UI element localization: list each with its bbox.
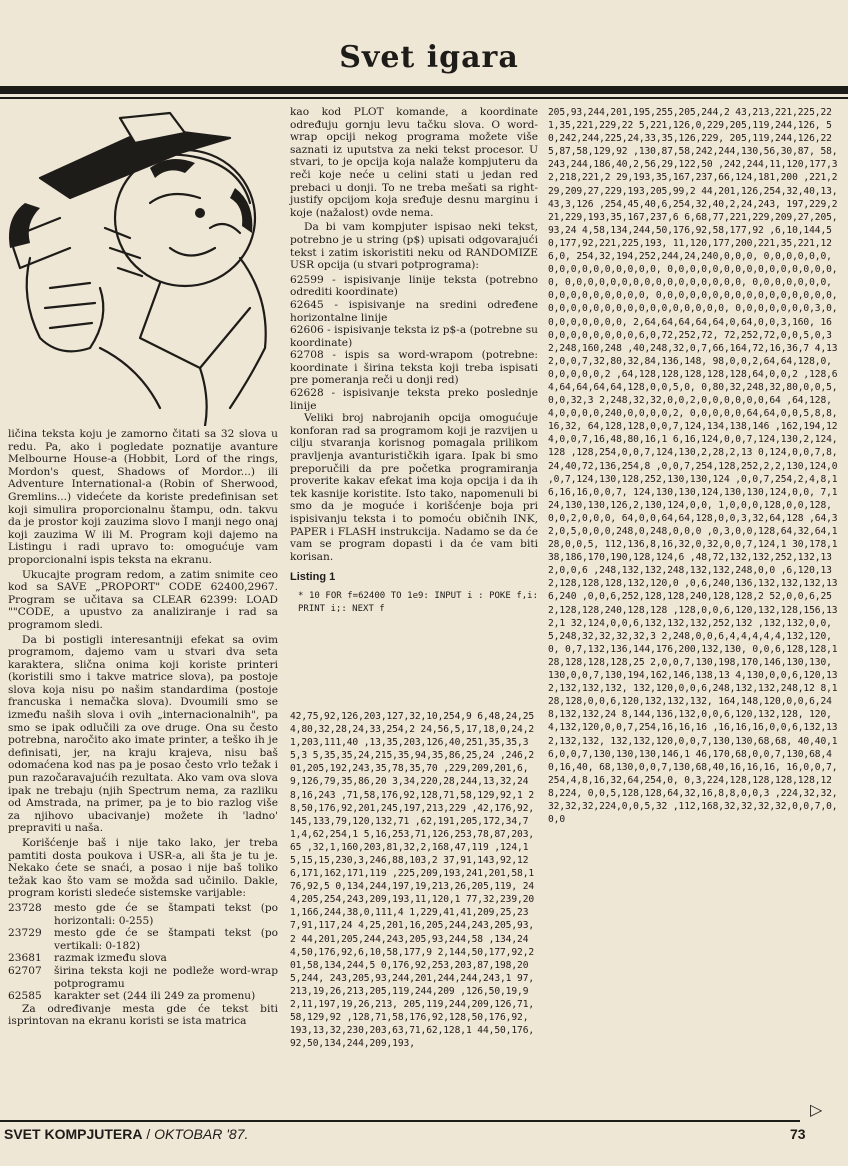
sysvar-address: 23729 xyxy=(8,927,42,940)
usr-option: 62606 - ispisivanje teksta iz p$-a (potrebne su koordinate) xyxy=(290,324,538,349)
listing-title: Listing 1 xyxy=(290,571,336,584)
column-left xyxy=(8,428,278,1030)
sysvar-address: 62707 xyxy=(8,964,42,977)
system-variable xyxy=(8,902,278,927)
system-variable xyxy=(8,990,278,1003)
sysvar-description: širina teksta koji ne podleže word-wrap potprogramu xyxy=(54,964,278,990)
sysvar-address: 23728 xyxy=(8,901,42,914)
system-variables-list xyxy=(8,902,278,1003)
sysvar-description: karakter set (244 ili 249 za promenu) xyxy=(54,990,256,1003)
usr-option: 62708 - ispis sa word-wrapom (potrebne: koordinate i širina teksta koji treba ispisati pre pomeranja reči u donji red) xyxy=(290,349,538,387)
sysvar-address: 23681 xyxy=(8,952,42,965)
system-variable xyxy=(8,952,278,965)
sysvar-description: mesto gde će se štampati tekst (po horizontali: 0-255) xyxy=(54,901,278,927)
footer xyxy=(4,1126,248,1142)
column-middle xyxy=(290,106,538,1050)
usr-option: 62628 - ispisivanje teksta preko poslednje linije xyxy=(290,387,538,412)
article-paragraph: Ukucajte program redom, a zatim snimite ceo kod sa SAVE „PROPORT" CODE 62400,2967. Program se učitava sa CLEAR 62399: LOAD ""CODE, a upustvo za analiziranje i rad sa programom sledi. xyxy=(8,568,278,631)
article-paragraph: Za određivanje mesta gde će tekst biti isprintovan na ekranu koristi se ista matrica xyxy=(8,1002,278,1028)
sysvar-description: razmak između slova xyxy=(54,952,167,965)
page-number: 73 xyxy=(790,1126,806,1142)
sysvar-address: 62585 xyxy=(8,990,42,1003)
usr-option: 62599 - ispisivanje linije teksta (potrebno odrediti koordinate) xyxy=(290,273,538,299)
usr-option: 62645 - ispisivanje na sredini određene horizontalne linije xyxy=(290,298,538,324)
usr-options-list xyxy=(290,274,538,413)
column-right-data: 205,93,244,201,195,255,205,244,2 43,213,221,225,221,35,221,229,22 5,221,126,0,229,205,119,244,126, 50,242,244,225,24,33,35,126,229, 205,119,244,126,225,87,58,129,92 ,130,87,58,242,244,130,56,30,87, 58,243,244,186,40,2,56,29,122,50 ,242,244,11,120,177,32,218,221,2 29,193,35,167,237,66,124,181,200 ,221,229,209,27,229,193,205,99,2 44,201,126,254,32,40,13,43,3,126 ,254,45,40,6,254,32,40,2,24,243, 197,229,221,229,193,35,167,237,6 6,68,77,221,229,209,27,205,93,24 4,58,134,244,50,176,92,58,177,92 ,6,10,144,50,177,92,221,225,193, 11,120,177,200,221,35,221,126,0, 254,32,194,252,244,24,240,0,0,0, 0,0,0,0,0,0,0,0,0,0,0,0,0,0,0,0, 0,0,0,0,0,0,0,0,0,0,0,0,0,0,0,0, 0,0,0,0,0,0,0,0,0,0,0,0,0,0,0,0, 0,0,0,0,0,0,0,0,0,0,0,0,0,0,0,0, 0,0,0,0,0,0,0,0,0,0,0,0,0,0,0,0, 0,0,0,0,0,0,0,0,0,0,0,0,0,0,0,0, 0,0,0,0,0,0,0,3,0,0,0,0,0,0,0,0, 2,64,64,64,64,64,0,64,0,0,3,160, 160,0,0,0,0,0,0,0,6,0,72,252,72, 72,252,72,0,0,5,0,32,248,160,248 ,40,248,32,0,7,66,164,72,16,36,7 4,132,0,0,7,32,80,32,84,136,148, 98,0,0,2,64,64,128,0,0,0,0,0,0,2 ,64,128,128,128,128,128,64,0,0,2 ,128,64,64,64,64,64,128,0,0,5,0, 0,80,32,248,32,80,0,0,5,0,0,32,3 2,248,32,32,0,0,2,0,0,0,0,0,0,64 ,64,128,4,0,0,0,0,240,0,0,0,0,2, 0,0,0,0,0,64,64,0,0,5,8,8,16,32, 64,128,128,0,0,7,124,134,138,146 ,162,194,124,0,0,7,16,48,80,16,1 6,16,124,0,0,7,124,130,2,124,128 ,128,254,0,0,7,124,130,2,28,2,13 0,124,0,0,7,8,24,40,72,136,254,8 ,0,0,7,254,128,252,2,2,130,124,0 ,0,7,124,130,128,252,130,130,124 ,0,0,7,254,2,4,8,16,16,16,0,0,7, 124,130,130,124,130,130,124,0,0, 7,124,130,130,126,2,130,124,0,0, 1,0,0,0,128,0,0,128,0,0,2,0,0,0, 64,0,0,64,64,128,0,0,3,32,64,128 ,64,32,0,5,0,0,0,248,0,248,0,0,0 ,0,3,0,0,128,64,32,64,128,0,0,5, 112,136,8,16,32,0,32,0,0,7,124,1 30,178,138,186,170,190,128,124,6 ,48,72,132,132,252,132,132,0,0,6 ,248,132,132,248,132,132,248,0,0 ,6,120,132,128,128,128,132,120,0 ,0,6,240,136,132,132,132,136,240 ,0,0,6,252,128,128,240,128,128,2 52,0,0,6,252,128,128,240,128,128 ,128,0,0,6,120,132,128,156,132,1 32,124,0,0,6,132,132,132,252,132 ,132,132,0,0,5,248,32,32,32,32,3 2,248,0,0,6,4,4,4,4,4,132,120,0, 0,7,132,136,144,176,200,132,130, 0,0,6,128,128,128,128,128,128,25 2,0,0,7,130,198,170,146,130,130, 130,0,0,7,130,194,162,146,138,13 4,130,0,0,6,120,132,132,132,132, 132,120,0,0,6,248,132,132,248,12 8,128,128,0,0,6,120,132,132,132, 164,148,120,0,0,6,248,132,132,24 8,144,136,132,0,0,6,120,132,128, 120,4,132,120,0,0,7,254,16,16,16 ,16,16,16,0,0,6,132,132,132,132, 132,132,120,0,0,7,130,130,68,68, 40,40,16,0,0,7,130,130,130,146,1 46,170,68,0,0,7,130,68,40,16,40, 68,130,0,0,7,130,68,40,16,16,16, 16,0,0,7,254,4,8,16,32,64,254,0, 0,3,224,128,128,128,128,128,224, 0,0,5,128,128,64,32,16,8,8,0,0,3 ,224,32,32,32,32,32,224,0,0,5,32 ,112,168,32,32,32,32,0,0,7,0,0,0 xyxy=(548,107,838,826)
header-rule xyxy=(0,86,848,94)
article-paragraph: Korišćenje baš i nije tako lako, jer treba pamtiti dosta poukova i USR-a, ali šta je tu je. Nekako ćete se snaći, a posao i nije baš toliko težak kao što vam se možda sad učinilo. Dakle, program koristi sledeće sistemske varijable: xyxy=(8,837,278,900)
article-paragraph: Veliki broj nabrojanih opcija omogućuje konforan rad sa programom koji je razvijen u cilju stvaranja korisnog pomagala prilikom pravljenja avanturističkih igara. Ipak bi smo preporučili da pre početka programiranja proverite kakav efekat ima koja opcija i da ih tek kasnije koristite. Isto tako, napomenuli bi smo da je moguće i korišćenje boja pri ispisivanju teksta i to pomoću običnih INK, PAPER i FLASH instrukcija. Nadamo se da će vam se program dopasti i da će vam biti korisan. xyxy=(290,412,538,563)
header-rule-thin xyxy=(0,97,848,99)
article-paragraph: kao kod PLOT komande, a koordinate određuju gornju levu tačku slova. O word-wrap opciji nekog programa možete više saznati iz uputstva za neki tekst procesor. U stvari, to je opcija koja nalaže kompjuteru da reči koje neće u celini stati u jedan red prebaci u donji. To ne treba mešati sa right-justify opcijom koja sređuje desnu marginu i koje (nažalost) ovde nema. xyxy=(290,106,538,219)
page-title: Svet igara xyxy=(339,40,519,75)
article-paragraph: ličina teksta koju je zamorno čitati sa 32 slova u redu. Pa, ako i pogledate poznatije avanture Melbourne House-a (Hobbit, Lord of the rings, Mordon's quest, Shadows of Mordor...) ili Adventure International-a (Robin of Sherwood, Gremlins...) videćete da koriste predefinisan set koji simulira proporcionalnu štampu, odn. takvu da je prostor koji zauzima slovo I manji nego onaj koji zauzima W ili M. Program koji dajemo na Listingu i radi upravo to: omogućuje vam proporcionalni ispis teksta na ekranu. xyxy=(8,428,278,566)
footer-rule xyxy=(0,1120,800,1122)
system-variable xyxy=(8,965,278,990)
listing-code: * 10 FOR f=62400 TO 1e9: INPUT i : POKE f,i: PRINT i;: NEXT f xyxy=(298,590,538,614)
listing-data-block: 42,75,92,126,203,127,32,10,254,9 6,48,24,254,80,32,28,24,33,254,2 24,56,5,17,18,0,24,21,203,111,40 ,13,35,203,126,40,251,35,35,35,3 5,35,35,24,215,35,94,35,86,25,24 ,246,201,205,192,243,35,78,35,70 ,229,209,201,6,9,126,79,35,86,20 3,34,220,28,244,13,32,248,16,243 ,71,58,176,92,128,71,58,129,92,1 28,50,176,92,201,245,197,213,229 ,42,176,92,145,133,79,120,132,71 ,62,191,205,172,34,71,4,62,254,1 5,16,253,71,126,253,78,87,203,65 ,32,1,160,203,81,32,2,168,47,119 ,124,15,15,15,230,3,246,88,103,2 37,91,143,92,126,171,162,171,119 ,225,209,193,241,201,58,176,92,5 0,134,244,197,19,213,26,205,119, 244,205,254,243,209,193,11,120,1 77,32,239,201,166,244,38,0,111,4 1,229,41,41,209,25,237,91,117,24 4,25,201,16,205,244,243,205,93,2 44,201,205,244,243,205,93,244,58 ,134,244,50,176,92,6,10,58,177,9 2,144,50,177,92,201,58,134,244,5 0,176,92,253,203,87,198,205,244, 243,205,93,244,201,244,244,243,1 97,213,19,26,213,205,119,244,209 ,126,50,19,92,11,197,19,26,213, 205,119,244,209,126,71,58,129,92 ,128,71,58,176,92,128,50,176,92, 193,13,32,230,203,63,71,62,128,1 44,50,176,92,50,134,244,209,193, xyxy=(290,710,535,1050)
sysvar-description: mesto gde će se štampati tekst (po vertikali: 0-182) xyxy=(54,927,278,952)
article-paragraph: Da bi vam kompjuter ispisao neki tekst, potrebno je u string (p$) upisati odgovarajući tekst i zatim iskoristiti neku od RANDOMIZE USR opcija (u stvari potprograma): xyxy=(290,221,538,272)
next-page-arrow-icon: ▷ xyxy=(810,1100,823,1119)
article-paragraph: Da bi postigli interesantniji efekat sa ovim programom, dajemo vam u stvari dva seta karaktera, slična onima koji koriste printeri (koristili smo i takve matrice slova), pa postoje slova koja nisu po našim standardima (postoje francuska i nemačka slova). Dvoumili smo se između naših slova i ovih „internacionalnih", pa smo se ipak odlučili za ove druge. Ona su često potrebna, naročito ako imate printer, a teško ih je definisati, jer, na kraju krajeva, nisu baš odomaćena kod nas pa je posao često vrlo težak i pun razočaravajućih rezultata. Ako vam ova slova ipak ne trebaju (njih Spectrum nema, za razliku od Amstrada, na primer, pa je to bio razlog više za njihovo ubacivanje) možete ih 'ladno' prepraviti u naša. xyxy=(8,633,278,835)
cartoon-illustration xyxy=(0,108,285,426)
footer-separator: / xyxy=(146,1126,151,1142)
issue-date: OKTOBAR '87. xyxy=(154,1126,249,1142)
magazine-name: SVET KOMPJUTERA xyxy=(4,1126,143,1142)
system-variable xyxy=(8,927,278,952)
